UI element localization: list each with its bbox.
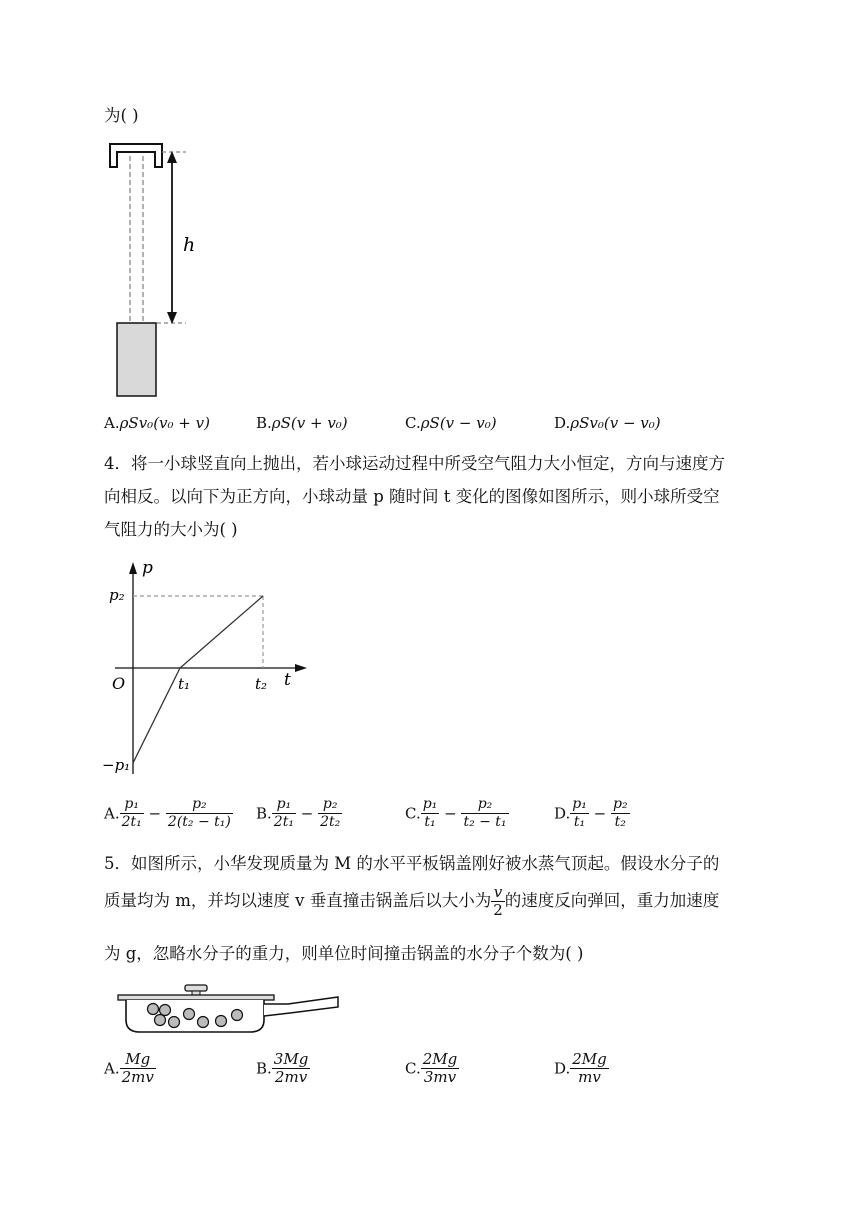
q3-option-b: B.ρS(v + v₀) (256, 414, 348, 432)
q3-option-a: A.ρSv₀(v₀ + v) (104, 414, 210, 432)
q4-line-1: 4．将一小球竖直向上抛出，若小球运动过程中所受空气阻力大小恒定，方向与速度方 (104, 454, 725, 473)
q5-line-1: 5．如图所示，小华发现质量为 M 的水平平板锅盖刚好被水蒸气顶起。假设水分子的 (104, 854, 720, 873)
q4-line-2: 向相反。以向下为正方向，小球动量 p 随时间 t 变化的图像如图所示，则小球所受空 (104, 487, 720, 506)
q5-option-c: C. $\frac{2Mg}{3mv}$ (405, 1050, 458, 1086)
q5-option-b: B. $\frac{3Mg}{2mv}$ (256, 1050, 309, 1086)
x-axis-label: t (284, 670, 291, 690)
lid (118, 995, 274, 1000)
q4-option-a: A. $\frac{\text{p₁}}{\text{2t₁}}$ − $\frac{\text{p₂}}{\text{2(t₂ − t₁)}}$ (104, 796, 231, 830)
nozzle-shape (110, 144, 162, 167)
t2-label: t₂ (255, 675, 268, 693)
p2-label: p₂ (109, 586, 125, 604)
y-axis-label: p (142, 558, 153, 578)
q5-option-d: D. $\frac{2Mg}{mv}$ (554, 1050, 607, 1086)
q4-line-3: 气阻力的大小为( ) (104, 520, 238, 539)
q4-momentum-graph (100, 552, 320, 782)
q3-figure (100, 138, 220, 403)
momentum-line (133, 596, 263, 763)
origin-label: O (112, 674, 126, 693)
pan-body (126, 1000, 264, 1032)
neg-p1-label: −p₁ (102, 756, 131, 774)
q5-option-a: A. $\frac{Mg}{2mv}$ (104, 1050, 154, 1086)
q5-pan-figure (112, 982, 347, 1040)
q5-line-3: 为 g，忽略水分子的重力，则单位时间撞击锅盖的水分子个数为( ) (104, 944, 584, 963)
q5-line-2: 质量均为 m，并均以速度 v 垂直撞击锅盖后以大小为 $\frac{v}{2}$ 的速度反向弹回，重力加速度 (104, 883, 720, 919)
lid-knob (185, 985, 207, 991)
t1-label: t₁ (178, 675, 191, 693)
pan-handle (264, 997, 338, 1016)
height-label: h (183, 234, 196, 256)
q3-option-d: D.ρSv₀(v − v₀) (554, 414, 661, 432)
q3-option-c: C.ρS(v − v₀) (405, 414, 497, 432)
q4-option-c: C. $\frac{\text{p₁}}{\text{t₁}}$ − $\frac{\text{p₂}}{\text{t₂ − t₁}}$ (405, 796, 507, 830)
block-object (117, 323, 156, 396)
q4-option-d: D. $\frac{\text{p₁}}{\text{t₁}}$ − $\frac{\text{p₂}}{\text{t₂}}$ (554, 796, 628, 830)
q3-tail-text: 为( ) (104, 106, 139, 125)
q4-option-b: B. $\frac{\text{p₁}}{\text{2t₁}}$ − $\frac{\text{p₂}}{\text{2t₂}}$ (256, 796, 341, 830)
